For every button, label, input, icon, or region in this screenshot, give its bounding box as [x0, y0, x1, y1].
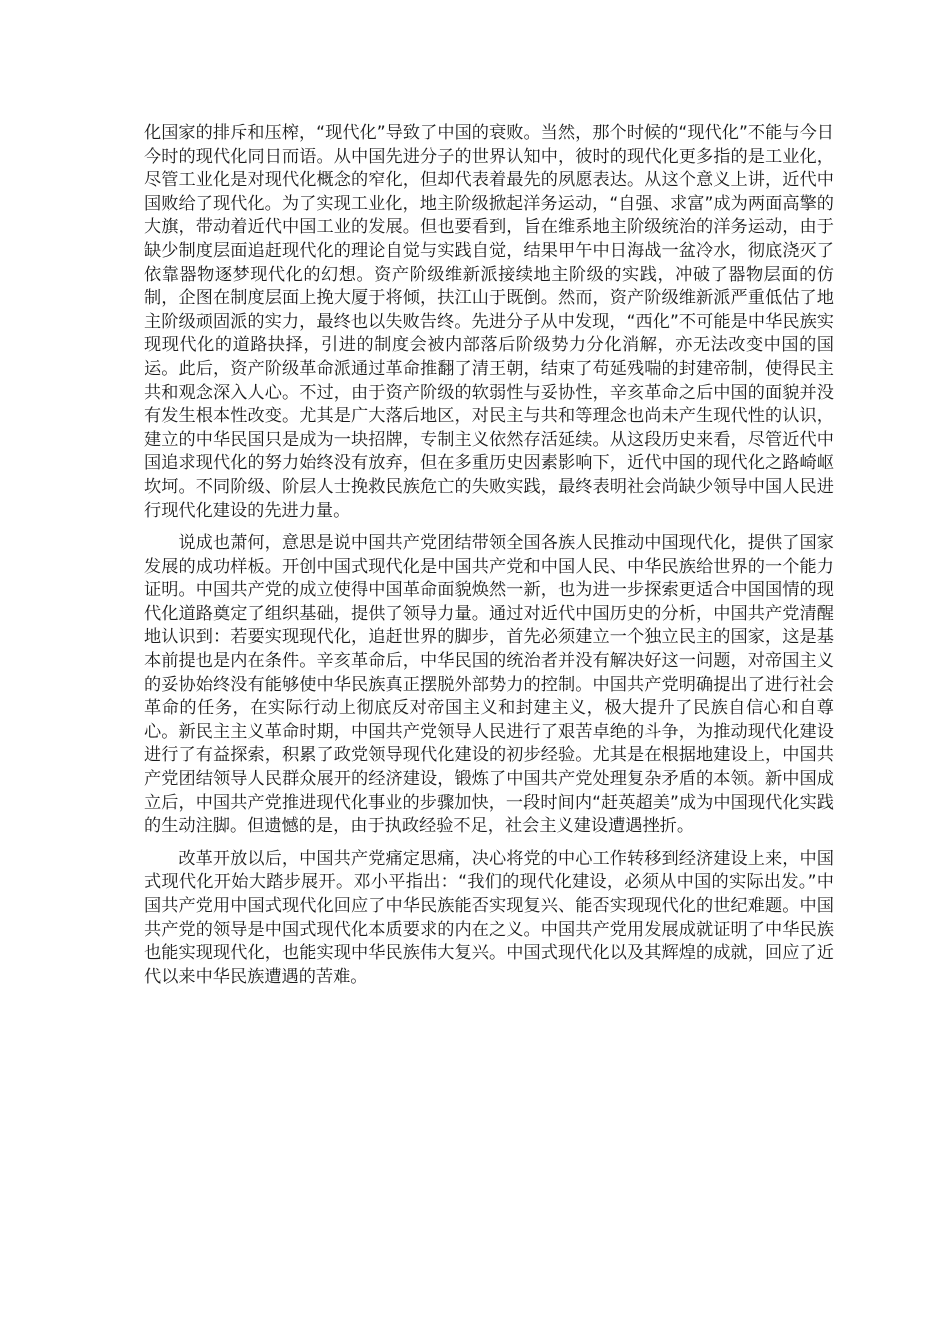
- paragraph-2: 说成也萧何，意思是说中国共产党团结带领全国各族人民推动中国现代化，提供了国家发展的成功样板。开创中国式现代化是中国共产党和中国人民、中华民族给世界的一个能力证明。中国共产党的成立使得中国革命面貌焕然一新，也为进一步探索更适合中国国情的现代化道路奠定了组织基础，提供了领导力量。通过对近代中国历史的分析，中国共产党清醒地认识到：若要实现现代化，追赶世界的脚步，首先必须建立一个独立民主的国家，这是基本前提也是内在条件。辛亥革命后，中华民国的统治者并没有解决好这一问题，对帝国主义的妥协始终没有能够使中华民族真正摆脱外部势力的控制。中国共产党明确提出了进行社会革命的任务，在实际行动上彻底反对帝国主义和封建主义，极大提升了民族自信心和自尊心。新民主主义革命时期，中国共产党领导人民进行了艰苦卓绝的斗争，为推动现代化建设进行了有益探索，积累了政党领导现代化建设的初步经验。尤其是在根据地建设上，中国共产党团结领导人民群众展开的经济建设，锻炼了中国共产党处理复杂矛盾的本领。新中国成立后，中国共产党推进现代化事业的步骤加快，一段时间内“赶英超美”成为中国现代化实践的生动注脚。但遗憾的是，由于执政经验不足，社会主义建设遭遇挫折。: [144, 533, 834, 837]
- paragraph-3: 改革开放以后，中国共产党痛定思痛，决心将党的中心工作转移到经济建设上来，中国式现代化开始大踏步展开。邓小平指出：“我们的现代化建设，必须从中国的实际出发。”中国共产党用中国式现代化回应了中华民族能否实现复兴、能否实现现代化的世纪难题。中国共产党的领导是中国式现代化本质要求的内在之义。中国共产党用发展成就证明了中华民族也能实现现代化，也能实现中华民族伟大复兴。中国式现代化以及其辉煌的成就，回应了近代以来中华民族遭遇的苦难。: [144, 848, 834, 987]
- document-page: [144, 122, 834, 998]
- paragraph-1: 化国家的排斥和压榨，“现代化”导致了中国的衰败。当然，那个时候的“现代化”不能与今日今时的现代化同日而语。从中国先进分子的世界认知中，彼时的现代化更多指的是工业化，尽管工业化是对现代化概念的窄化，但却代表着最先的夙愿表达。从这个意义上讲，近代中国败给了现代化。为了实现工业化，地主阶级掀起洋务运动，“自强、求富”成为两面高擎的大旗，带动着近代中国工业的发展。但也要看到，旨在维系地主阶级统治的洋务运动，由于缺少制度层面追赶现代化的理论自觉与实践自觉，结果甲午中日海战一盆冷水，彻底浇灭了依靠器物逐梦现代化的幻想。资产阶级维新派接续地主阶级的实践，冲破了器物层面的仿制，企图在制度层面上挽大厦于将倾，扶江山于既倒。然而，资产阶级维新派严重低估了地主阶级顽固派的实力，最终也以失败告终。先进分子从中发现，“西化”不可能是中华民族实现现代化的道路抉择，引进的制度会被内部落后阶级势力分化消解，亦无法改变中国的国运。此后，资产阶级革命派通过革命推翻了清王朝，结束了苟延残喘的封建帝制，使得民主共和观念深入人心。不过，由于资产阶级的软弱性与妥协性，辛亥革命之后中国的面貌并没有发生根本性改变。尤其是广大落后地区，对民主与共和等理念也尚未产生现代性的认识，建立的中华民国只是成为一块招牌，专制主义依然存活延续。从这段历史来看，尽管近代中国追求现代化的努力始终没有放弃，但在多重历史因素影响下，近代中国的现代化之路崎岖坎坷。不同阶级、阶层人士挽救民族危亡的失败实践，最终表明社会尚缺少领导中国人民进行现代化建设的先进力量。: [144, 123, 834, 521]
